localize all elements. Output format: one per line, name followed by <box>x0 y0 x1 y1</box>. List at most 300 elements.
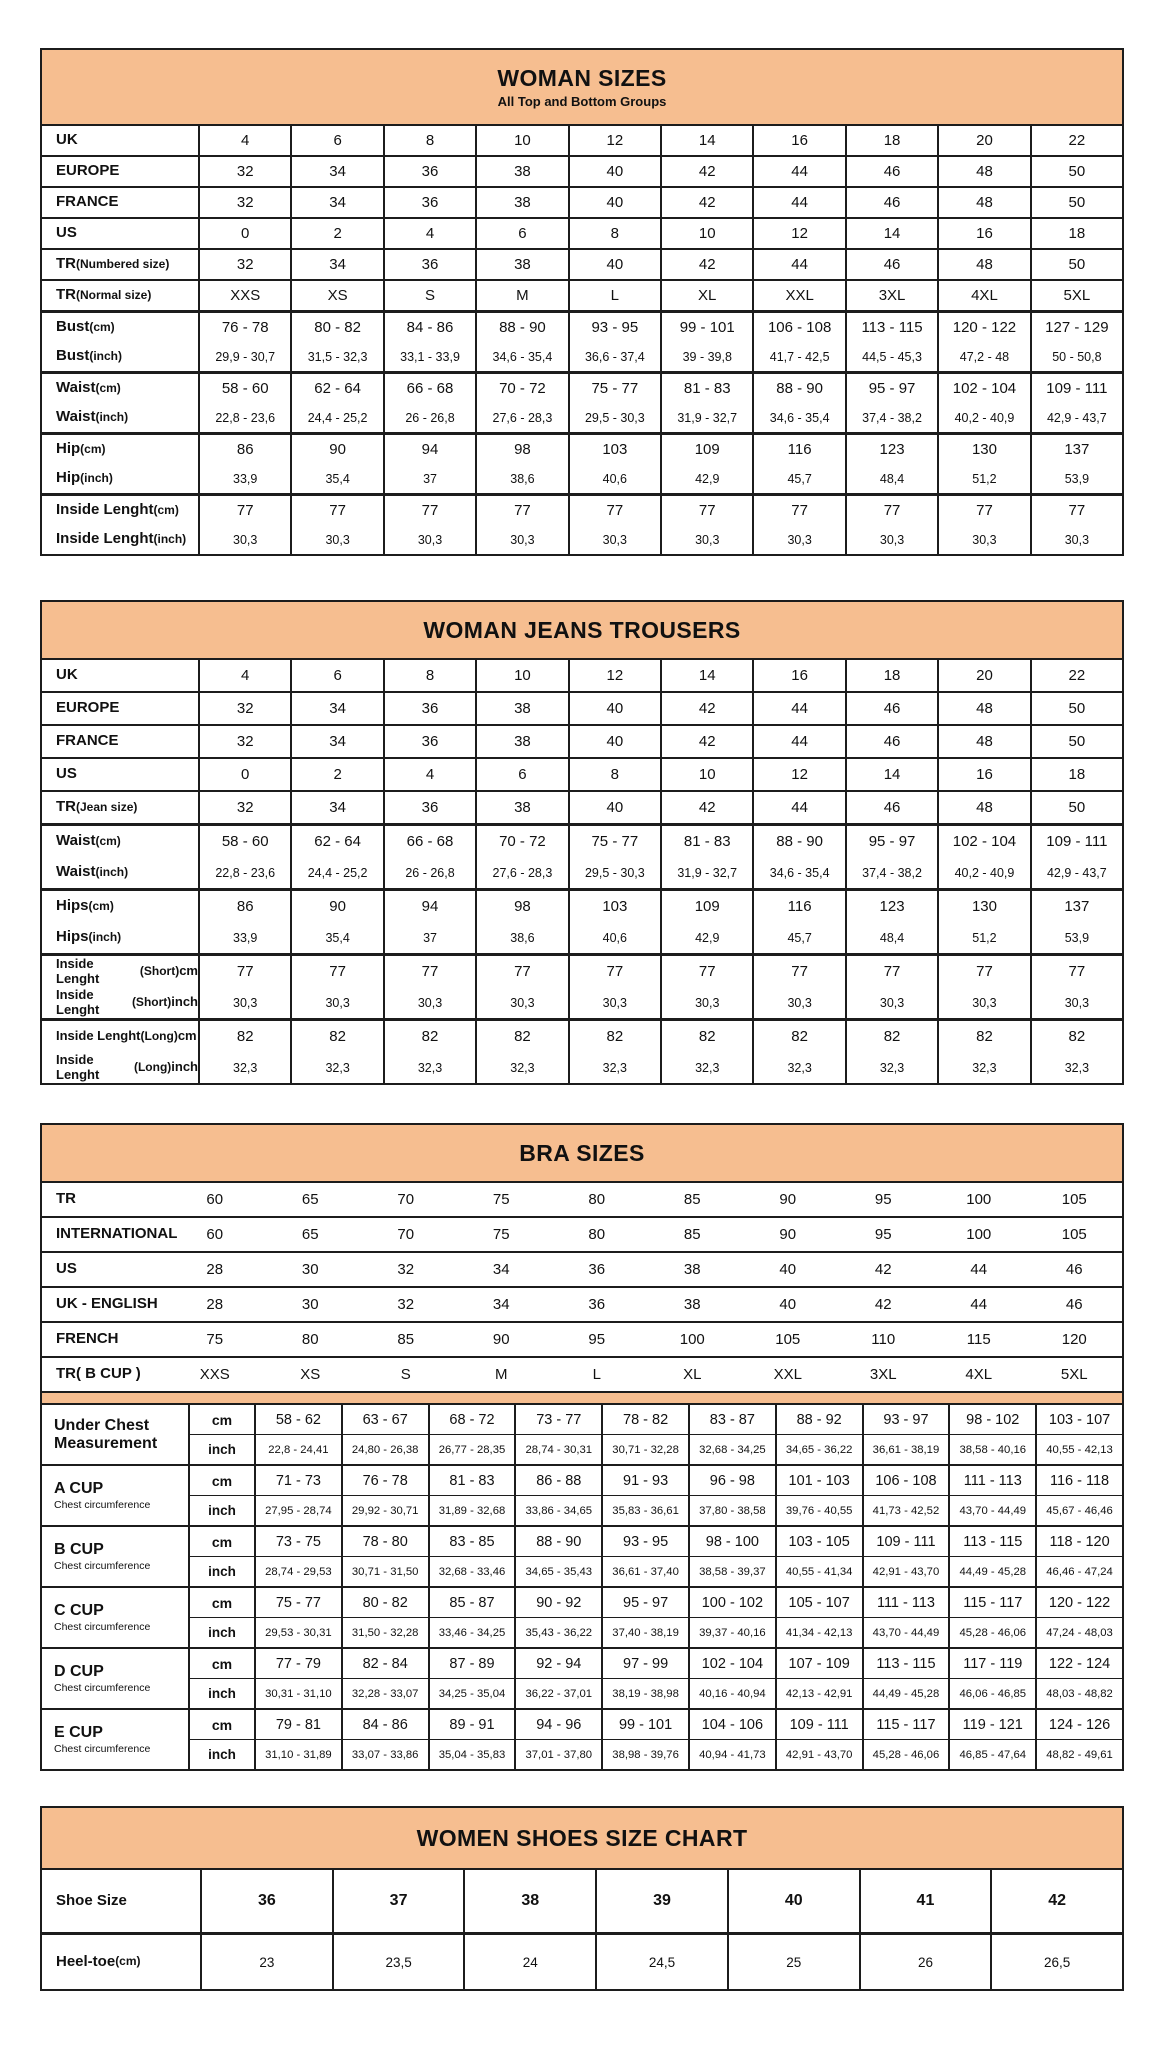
label-text: (Long) <box>133 1059 172 1074</box>
table-cell: 24,4 - 25,2 <box>290 403 382 432</box>
table-cell: 32,3 <box>475 1052 567 1083</box>
woman-sizes-header <box>42 50 1122 126</box>
table-cell: 45,7 <box>752 464 844 493</box>
table-cell: 84 - 86 <box>383 313 475 342</box>
table-cell: 70 - 72 <box>475 826 567 857</box>
label-text: Waist <box>56 379 96 397</box>
table-cell: 98 <box>475 435 567 464</box>
table-cell: 30,3 <box>383 987 475 1018</box>
table-cell: 123 <box>845 891 937 922</box>
table-cell: 88 - 90 <box>475 313 567 342</box>
table-cell: 36 <box>383 250 475 279</box>
table-cell: 5XL <box>1030 281 1122 310</box>
cup-title: C CUP <box>54 1602 104 1620</box>
table-cell: 27,95 - 28,74 <box>254 1496 341 1525</box>
cup-rows <box>190 1710 1122 1769</box>
label-text: INTERNATIONAL <box>56 1225 178 1243</box>
table-cell: 28 <box>206 1261 224 1278</box>
label-text: TR <box>56 798 76 816</box>
row-label <box>42 1323 167 1356</box>
table-cell: 36 <box>383 693 475 724</box>
table-cell: XL <box>683 1366 702 1383</box>
table-cell: 24 <box>463 1935 595 1989</box>
label-text: FRANCE <box>56 732 119 750</box>
table-cell: 124 - 126 <box>1035 1710 1122 1739</box>
table-cell: 12 <box>568 126 660 155</box>
table-cell: 30,3 <box>660 987 752 1018</box>
table-row <box>42 1356 1122 1391</box>
table-cell: 42,9 - 43,7 <box>1030 403 1122 432</box>
table-cell: 77 <box>1030 956 1122 987</box>
label-text: Inside Lenght <box>56 1028 141 1044</box>
row-label <box>42 188 200 217</box>
cup-row <box>190 1466 1122 1495</box>
table-cell: 63 - 67 <box>341 1405 428 1434</box>
table-cell: 77 <box>660 956 752 987</box>
table-cell: 73 - 77 <box>514 1405 601 1434</box>
unit-label: cm <box>211 1655 233 1672</box>
table-cell: 38,19 - 38,98 <box>601 1679 688 1708</box>
unit-label: cm <box>211 1411 233 1428</box>
table-cell: L <box>592 1366 601 1383</box>
table-cell: 115 <box>966 1331 991 1348</box>
cup-label <box>42 1527 190 1586</box>
label-text: US <box>56 1260 77 1278</box>
table-cell: 39,37 - 40,16 <box>688 1618 775 1647</box>
table-cell: 12 <box>568 660 660 691</box>
label-text: ( B CUP ) <box>76 1365 141 1383</box>
table-cell: 8 <box>568 759 660 790</box>
table-cell: 35,83 - 36,61 <box>601 1496 688 1525</box>
table-row <box>42 464 1122 493</box>
table-cell: 90 <box>290 435 382 464</box>
table-cell: 76 - 78 <box>221 319 269 336</box>
table-cell: 40 <box>779 1296 797 1313</box>
table-cell: 95 - 97 <box>845 826 937 857</box>
cup-group <box>42 1525 1122 1586</box>
table-cell: 75 <box>206 1331 224 1348</box>
table-cell: 34,25 - 35,04 <box>428 1679 515 1708</box>
table-cell: 32,28 - 33,07 <box>341 1679 428 1708</box>
table-cell: 89 - 91 <box>428 1710 515 1739</box>
table-cell: 77 <box>236 963 254 980</box>
table-cell: 24,5 <box>595 1935 727 1989</box>
table-cell: 75 <box>492 1191 510 1208</box>
table-cell: 38 <box>475 693 567 724</box>
table-cell: 42 <box>660 726 752 757</box>
label-text: Shoe Size <box>56 1891 127 1909</box>
table-cell: 70 <box>397 1226 415 1243</box>
row-label <box>42 126 200 155</box>
table-cell: 44 <box>970 1296 988 1313</box>
table-cell: 6 <box>475 759 567 790</box>
table-cell: 127 - 129 <box>1030 313 1122 342</box>
table-cell: 39,76 - 40,55 <box>775 1496 862 1525</box>
table-cell: M <box>475 281 567 310</box>
table-cell: 116 <box>752 891 844 922</box>
row-label <box>42 219 200 248</box>
table-cell: 40 <box>568 157 660 186</box>
divider-strip <box>42 1391 1122 1405</box>
label-text: (inch) <box>153 531 187 546</box>
table-row <box>42 248 1122 279</box>
unit-label: cm <box>211 1472 233 1489</box>
table-cell: 42 <box>660 188 752 217</box>
table-cell: 79 - 81 <box>254 1710 341 1739</box>
table-cell: 30,3 <box>845 525 937 554</box>
cup-subtitle: Chest circumference <box>54 1681 151 1694</box>
table-cell: L <box>568 281 660 310</box>
cup-rows <box>190 1588 1122 1647</box>
table-cell: 109 - 111 <box>862 1527 949 1556</box>
table-cell: XL <box>660 281 752 310</box>
table-cell: 93 - 97 <box>862 1405 949 1434</box>
table-row <box>42 660 1122 691</box>
table-cell: 65 <box>301 1191 319 1208</box>
table-cell: 77 <box>937 956 1029 987</box>
table-cell: 44 <box>752 726 844 757</box>
table-cell: 22,8 - 23,6 <box>215 865 276 880</box>
table-cell: 37,01 - 37,80 <box>514 1740 601 1769</box>
table-cell: 77 <box>752 956 844 987</box>
bra-sizes-header <box>42 1125 1122 1183</box>
table-cell: 77 <box>937 496 1029 525</box>
table-cell: 30,3 <box>290 987 382 1018</box>
table-cell: 77 <box>236 502 254 519</box>
table-cell: 113 - 115 <box>948 1527 1035 1556</box>
table-cell: 44 <box>752 693 844 724</box>
table-cell: 77 <box>475 496 567 525</box>
table-cell: 36 <box>383 188 475 217</box>
bra-conversion-rows <box>42 1183 1122 1391</box>
table-cell: 33,46 - 34,25 <box>428 1618 515 1647</box>
table-cell: 42 <box>660 693 752 724</box>
table-cell: 18 <box>1030 219 1122 248</box>
table-cell: 122 - 124 <box>1035 1649 1122 1678</box>
table-cell: 32,3 <box>752 1052 844 1083</box>
table-cell: 95 - 97 <box>845 374 937 403</box>
table-cell: 40 <box>779 1261 797 1278</box>
label-text: (Jean size) <box>76 799 138 814</box>
table-cell: 48 <box>937 693 1029 724</box>
table-cell: 65 <box>301 1226 319 1243</box>
table-cell: 91 - 93 <box>601 1466 688 1495</box>
row-label <box>42 250 200 279</box>
table-cell: 95 <box>874 1191 892 1208</box>
women-shoes-rows <box>42 1870 1122 1989</box>
woman-jeans-table <box>40 600 1124 1085</box>
table-cell: 38,6 <box>475 922 567 953</box>
table-cell: 35,43 - 36,22 <box>514 1618 601 1647</box>
table-cell: 14 <box>845 219 937 248</box>
table-cell: 36 <box>257 1892 276 1909</box>
row-label <box>42 1021 200 1052</box>
table-cell: 86 <box>236 898 254 915</box>
table-cell: 85 <box>683 1226 701 1243</box>
table-cell: 90 <box>290 891 382 922</box>
table-cell: 36 <box>383 157 475 186</box>
table-cell: 37,80 - 38,58 <box>688 1496 775 1525</box>
label-text: (inch) <box>80 470 113 485</box>
table-cell: 105 - 107 <box>775 1588 862 1617</box>
label-text: (cm) <box>95 380 121 395</box>
table-cell: 83 - 87 <box>688 1405 775 1434</box>
table-row <box>42 403 1122 432</box>
table-row <box>42 217 1122 248</box>
table-cell: 30,3 <box>568 525 660 554</box>
table-subtitle: All Top and Bottom Groups <box>497 94 667 109</box>
table-cell: 30,3 <box>845 987 937 1018</box>
table-cell: 86 - 88 <box>514 1466 601 1495</box>
table-cell: 37 <box>383 464 475 493</box>
table-cell: 32,3 <box>660 1052 752 1083</box>
cup-label <box>42 1588 190 1647</box>
table-cell: XXL <box>752 281 844 310</box>
table-cell: 44 <box>752 250 844 279</box>
table-cell: 2 <box>290 219 382 248</box>
table-cell: 60 <box>206 1226 224 1243</box>
unit-label: cm <box>211 1533 233 1550</box>
table-cell: XS <box>300 1366 321 1383</box>
table-cell: 76 - 78 <box>341 1466 428 1495</box>
table-cell: 86 <box>236 441 254 458</box>
cup-title: E CUP <box>54 1724 103 1742</box>
table-cell: 12 <box>752 219 844 248</box>
table-cell: 37,4 - 38,2 <box>845 403 937 432</box>
table-cell: 3XL <box>845 281 937 310</box>
table-cell: 8 <box>383 660 475 691</box>
table-cell: 18 <box>1030 759 1122 790</box>
table-cell: 70 <box>397 1191 415 1208</box>
table-cell: 88 - 90 <box>514 1527 601 1556</box>
table-cell: 105 <box>775 1331 801 1348</box>
table-cell: 43,70 - 44,49 <box>862 1618 949 1647</box>
cup-title: B CUP <box>54 1541 104 1559</box>
table-cell: 80 <box>588 1191 606 1208</box>
table-cell: 48 <box>937 792 1029 823</box>
table-cell: 23,5 <box>332 1935 464 1989</box>
table-cell: 66 - 68 <box>383 374 475 403</box>
table-cell: 60 <box>206 1191 224 1208</box>
label-text: Inside Lenght <box>56 956 100 986</box>
woman-sizes-table <box>40 48 1124 556</box>
table-cell: 10 <box>660 759 752 790</box>
table-cell: 38 <box>475 157 567 186</box>
table-cell: 99 - 101 <box>601 1710 688 1739</box>
unit-label: inch <box>208 1442 236 1457</box>
table-cell: 4XL <box>937 281 1029 310</box>
table-cell: 109 <box>660 435 752 464</box>
table-cell: 120 <box>1061 1331 1087 1348</box>
table-cell: 62 - 64 <box>290 826 382 857</box>
table-cell: 94 <box>383 435 475 464</box>
table-cell: 5XL <box>1060 1366 1088 1383</box>
table-cell: 29,5 - 30,3 <box>568 857 660 888</box>
cup-row <box>190 1434 1122 1464</box>
table-cell: 18 <box>845 126 937 155</box>
table-cell: 37,40 - 38,19 <box>601 1618 688 1647</box>
table-cell: 85 <box>683 1191 701 1208</box>
table-cell: 77 <box>1030 496 1122 525</box>
table-cell: 32 <box>397 1261 415 1278</box>
table-cell: 4 <box>241 667 250 684</box>
table-cell: 82 <box>236 1028 254 1045</box>
table-cell: 32,3 <box>937 1052 1029 1083</box>
cup-label <box>42 1405 190 1464</box>
table-cell: 42 <box>660 792 752 823</box>
table-cell: 130 <box>937 435 1029 464</box>
table-cell: 75 - 77 <box>254 1588 341 1617</box>
table-cell: 18 <box>845 660 937 691</box>
table-cell: 32,3 <box>233 1060 258 1075</box>
row-label <box>42 1052 200 1083</box>
cup-group <box>42 1405 1122 1464</box>
row-label <box>42 313 200 342</box>
table-cell: 109 - 111 <box>1030 826 1122 857</box>
table-cell: 53,9 <box>1030 464 1122 493</box>
table-row <box>42 757 1122 790</box>
table-cell: 85 - 87 <box>428 1588 515 1617</box>
row-label <box>42 922 200 953</box>
table-cell: 77 <box>475 956 567 987</box>
table-cell: 78 - 82 <box>601 1405 688 1434</box>
table-cell: 34,65 - 36,22 <box>775 1435 862 1464</box>
cup-subtitle: Chest circumference <box>54 1620 151 1633</box>
table-cell: 94 - 96 <box>514 1710 601 1739</box>
unit-label: inch <box>208 1625 236 1640</box>
table-cell: 32,3 <box>290 1052 382 1083</box>
label-text: US <box>56 765 77 783</box>
table-cell: 106 - 108 <box>752 313 844 342</box>
table-cell: 28 <box>206 1296 224 1313</box>
unit-label: inch <box>208 1747 236 1762</box>
table-cell: 33,9 <box>233 930 258 945</box>
table-cell: 77 <box>568 496 660 525</box>
table-cell: 50 <box>1030 188 1122 217</box>
table-cell: 73 - 75 <box>254 1527 341 1556</box>
label-text: (inch) <box>88 929 122 944</box>
table-cell: 40,55 - 42,13 <box>1035 1435 1122 1464</box>
table-row <box>42 823 1122 857</box>
table-cell: 68 - 72 <box>428 1405 515 1434</box>
label-text: US <box>56 224 77 242</box>
table-cell: 95 <box>874 1226 892 1243</box>
bra-cup-groups <box>42 1405 1122 1769</box>
table-cell: 2 <box>290 759 382 790</box>
table-cell: 39 - 39,8 <box>660 342 752 371</box>
cup-row <box>190 1405 1122 1434</box>
label-text: FRENCH <box>56 1330 119 1348</box>
table-row <box>42 371 1122 403</box>
table-cell: 85 <box>397 1331 415 1348</box>
table-cell: 82 <box>845 1021 937 1052</box>
table-cell: 111 - 113 <box>862 1588 949 1617</box>
cup-rows <box>190 1527 1122 1586</box>
table-cell: 30,3 <box>568 987 660 1018</box>
table-cell: 77 <box>660 496 752 525</box>
row-label <box>42 660 200 691</box>
label-text: UK <box>56 131 78 149</box>
label-text: Hip <box>56 440 81 458</box>
table-cell: 42,9 - 43,7 <box>1030 857 1122 888</box>
table-cell: 36,61 - 37,40 <box>601 1557 688 1586</box>
row-label <box>42 1870 202 1932</box>
cup-row <box>190 1617 1122 1647</box>
table-cell: 80 <box>301 1331 319 1348</box>
table-cell: 42 <box>874 1261 892 1278</box>
table-cell: 14 <box>845 759 937 790</box>
label-text: (Short) <box>139 963 180 978</box>
unit-label: inch <box>208 1686 236 1701</box>
table-cell: 120 - 122 <box>937 313 1029 342</box>
row-label <box>42 693 200 724</box>
table-cell: 25 <box>727 1935 859 1989</box>
table-cell: 46 <box>1065 1261 1083 1278</box>
cup-group <box>42 1586 1122 1647</box>
table-cell: 42 <box>874 1296 892 1313</box>
table-cell: 103 <box>568 891 660 922</box>
table-cell: 71 - 73 <box>254 1466 341 1495</box>
table-cell: 27,6 - 28,3 <box>475 857 567 888</box>
cup-row <box>190 1556 1122 1586</box>
table-cell: XXS <box>199 1366 230 1383</box>
bra-sizes-table <box>40 1123 1124 1771</box>
table-cell: 4 <box>383 219 475 248</box>
table-cell: 81 - 83 <box>660 826 752 857</box>
table-cell: 38 <box>683 1261 701 1278</box>
row-label <box>42 1183 167 1216</box>
table-cell: 20 <box>937 660 1029 691</box>
table-row <box>42 922 1122 953</box>
table-cell: 97 - 99 <box>601 1649 688 1678</box>
table-cell: 41,7 - 42,5 <box>752 342 844 371</box>
table-cell: 46 <box>845 693 937 724</box>
table-cell: 84 - 86 <box>341 1710 428 1739</box>
table-cell: 42,91 - 43,70 <box>775 1740 862 1769</box>
table-cell: 45,67 - 46,46 <box>1035 1496 1122 1525</box>
table-row <box>42 1321 1122 1356</box>
table-cell: 34 <box>290 250 382 279</box>
table-cell: 106 - 108 <box>862 1466 949 1495</box>
table-row <box>42 126 1122 155</box>
row-label <box>42 496 200 525</box>
label-text: (cm) <box>88 898 114 913</box>
table-cell: 107 - 109 <box>775 1649 862 1678</box>
table-cell: 42,91 - 43,70 <box>862 1557 949 1586</box>
table-cell: 41,34 - 42,13 <box>775 1618 862 1647</box>
table-cell: 117 - 119 <box>948 1649 1035 1678</box>
table-cell: 42 <box>660 250 752 279</box>
table-cell: 30,3 <box>752 987 844 1018</box>
table-cell: 23 <box>259 1954 275 1970</box>
table-cell: 95 - 97 <box>601 1588 688 1617</box>
table-cell: 31,10 - 31,89 <box>254 1740 341 1769</box>
table-cell: 51,2 <box>937 922 1029 953</box>
cup-subtitle: Chest circumference <box>54 1742 151 1755</box>
table-cell: 34 <box>492 1296 510 1313</box>
table-cell: 46 <box>845 157 937 186</box>
table-cell: 34 <box>290 726 382 757</box>
table-cell: 14 <box>660 660 752 691</box>
table-cell: 96 - 98 <box>688 1466 775 1495</box>
table-cell: 110 <box>871 1331 896 1348</box>
label-text: TR <box>56 286 76 304</box>
table-cell: 22 <box>1030 660 1122 691</box>
label-text: FRANCE <box>56 193 119 211</box>
table-cell: 34,6 - 35,4 <box>752 403 844 432</box>
cup-row <box>190 1678 1122 1708</box>
table-cell: 82 - 84 <box>341 1649 428 1678</box>
